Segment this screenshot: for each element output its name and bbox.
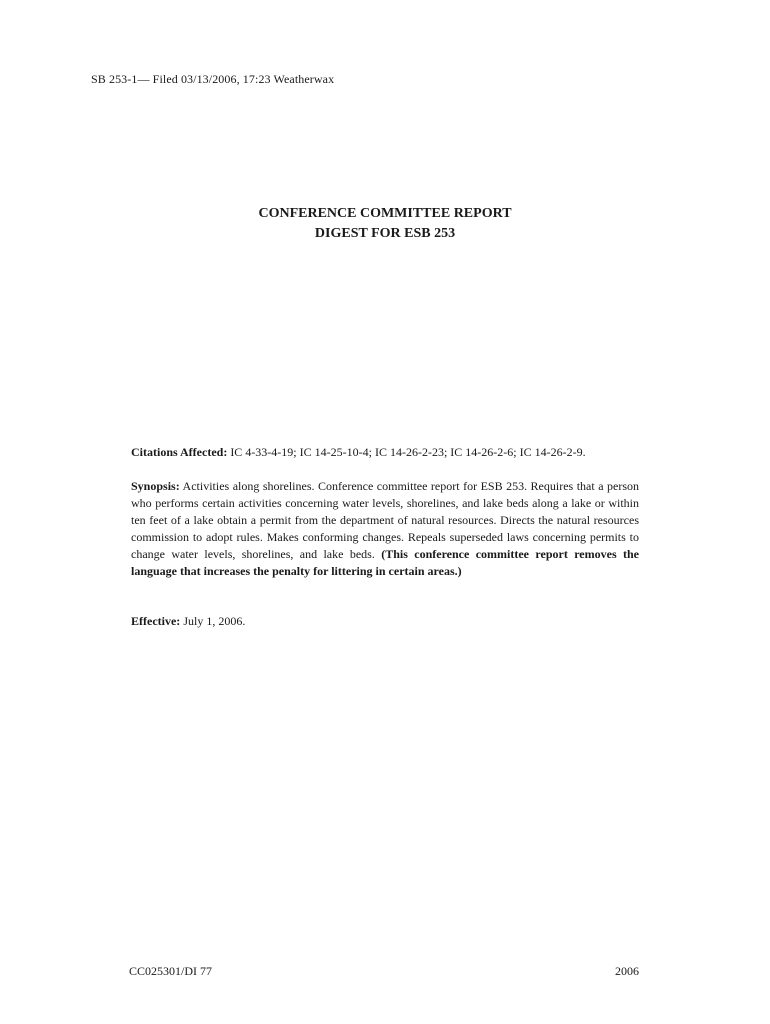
report-title: CONFERENCE COMMITTEE REPORT (258, 206, 512, 221)
synopsis-text: Activities along shorelines. Conference committee report for ESB 253. Requires that a person who performs certain activities concerning water levels, shorelines, and lake beds along a lake or within ten feet of a lake obtain a permit from the department of natural resources. Directs the natural resources commission to adopt rules. Makes conforming changes. Repeals superseded laws concerning permits to change water levels, shorelines, and lake beds. (131, 479, 640, 561)
citations-label: Citations Affected: (131, 445, 228, 459)
synopsis-section (131, 478, 639, 580)
synopsis-label: Synopsis: (131, 479, 180, 493)
effective-section (131, 613, 639, 630)
synopsis-note: (This conference committee report removes the language that increases the penalty for littering in certain areas.) (131, 547, 639, 578)
effective-label: Effective: (131, 614, 181, 628)
citations-section (131, 444, 639, 461)
document-code: CC025301/DI 77 (129, 964, 213, 978)
document-year: 2006 (615, 964, 639, 978)
report-subtitle: DIGEST FOR ESB 253 (314, 226, 456, 241)
effective-date: July 1, 2006. (183, 614, 246, 628)
citations-text: IC 4-33-4-19; IC 14-25-10-4; IC 14-26-2-23; IC 14-26-2-6; IC 14-26-2-9. (230, 445, 586, 459)
filing-header: SB 253-1— Filed 03/13/2006, 17:23 Weatherwax (91, 72, 335, 86)
